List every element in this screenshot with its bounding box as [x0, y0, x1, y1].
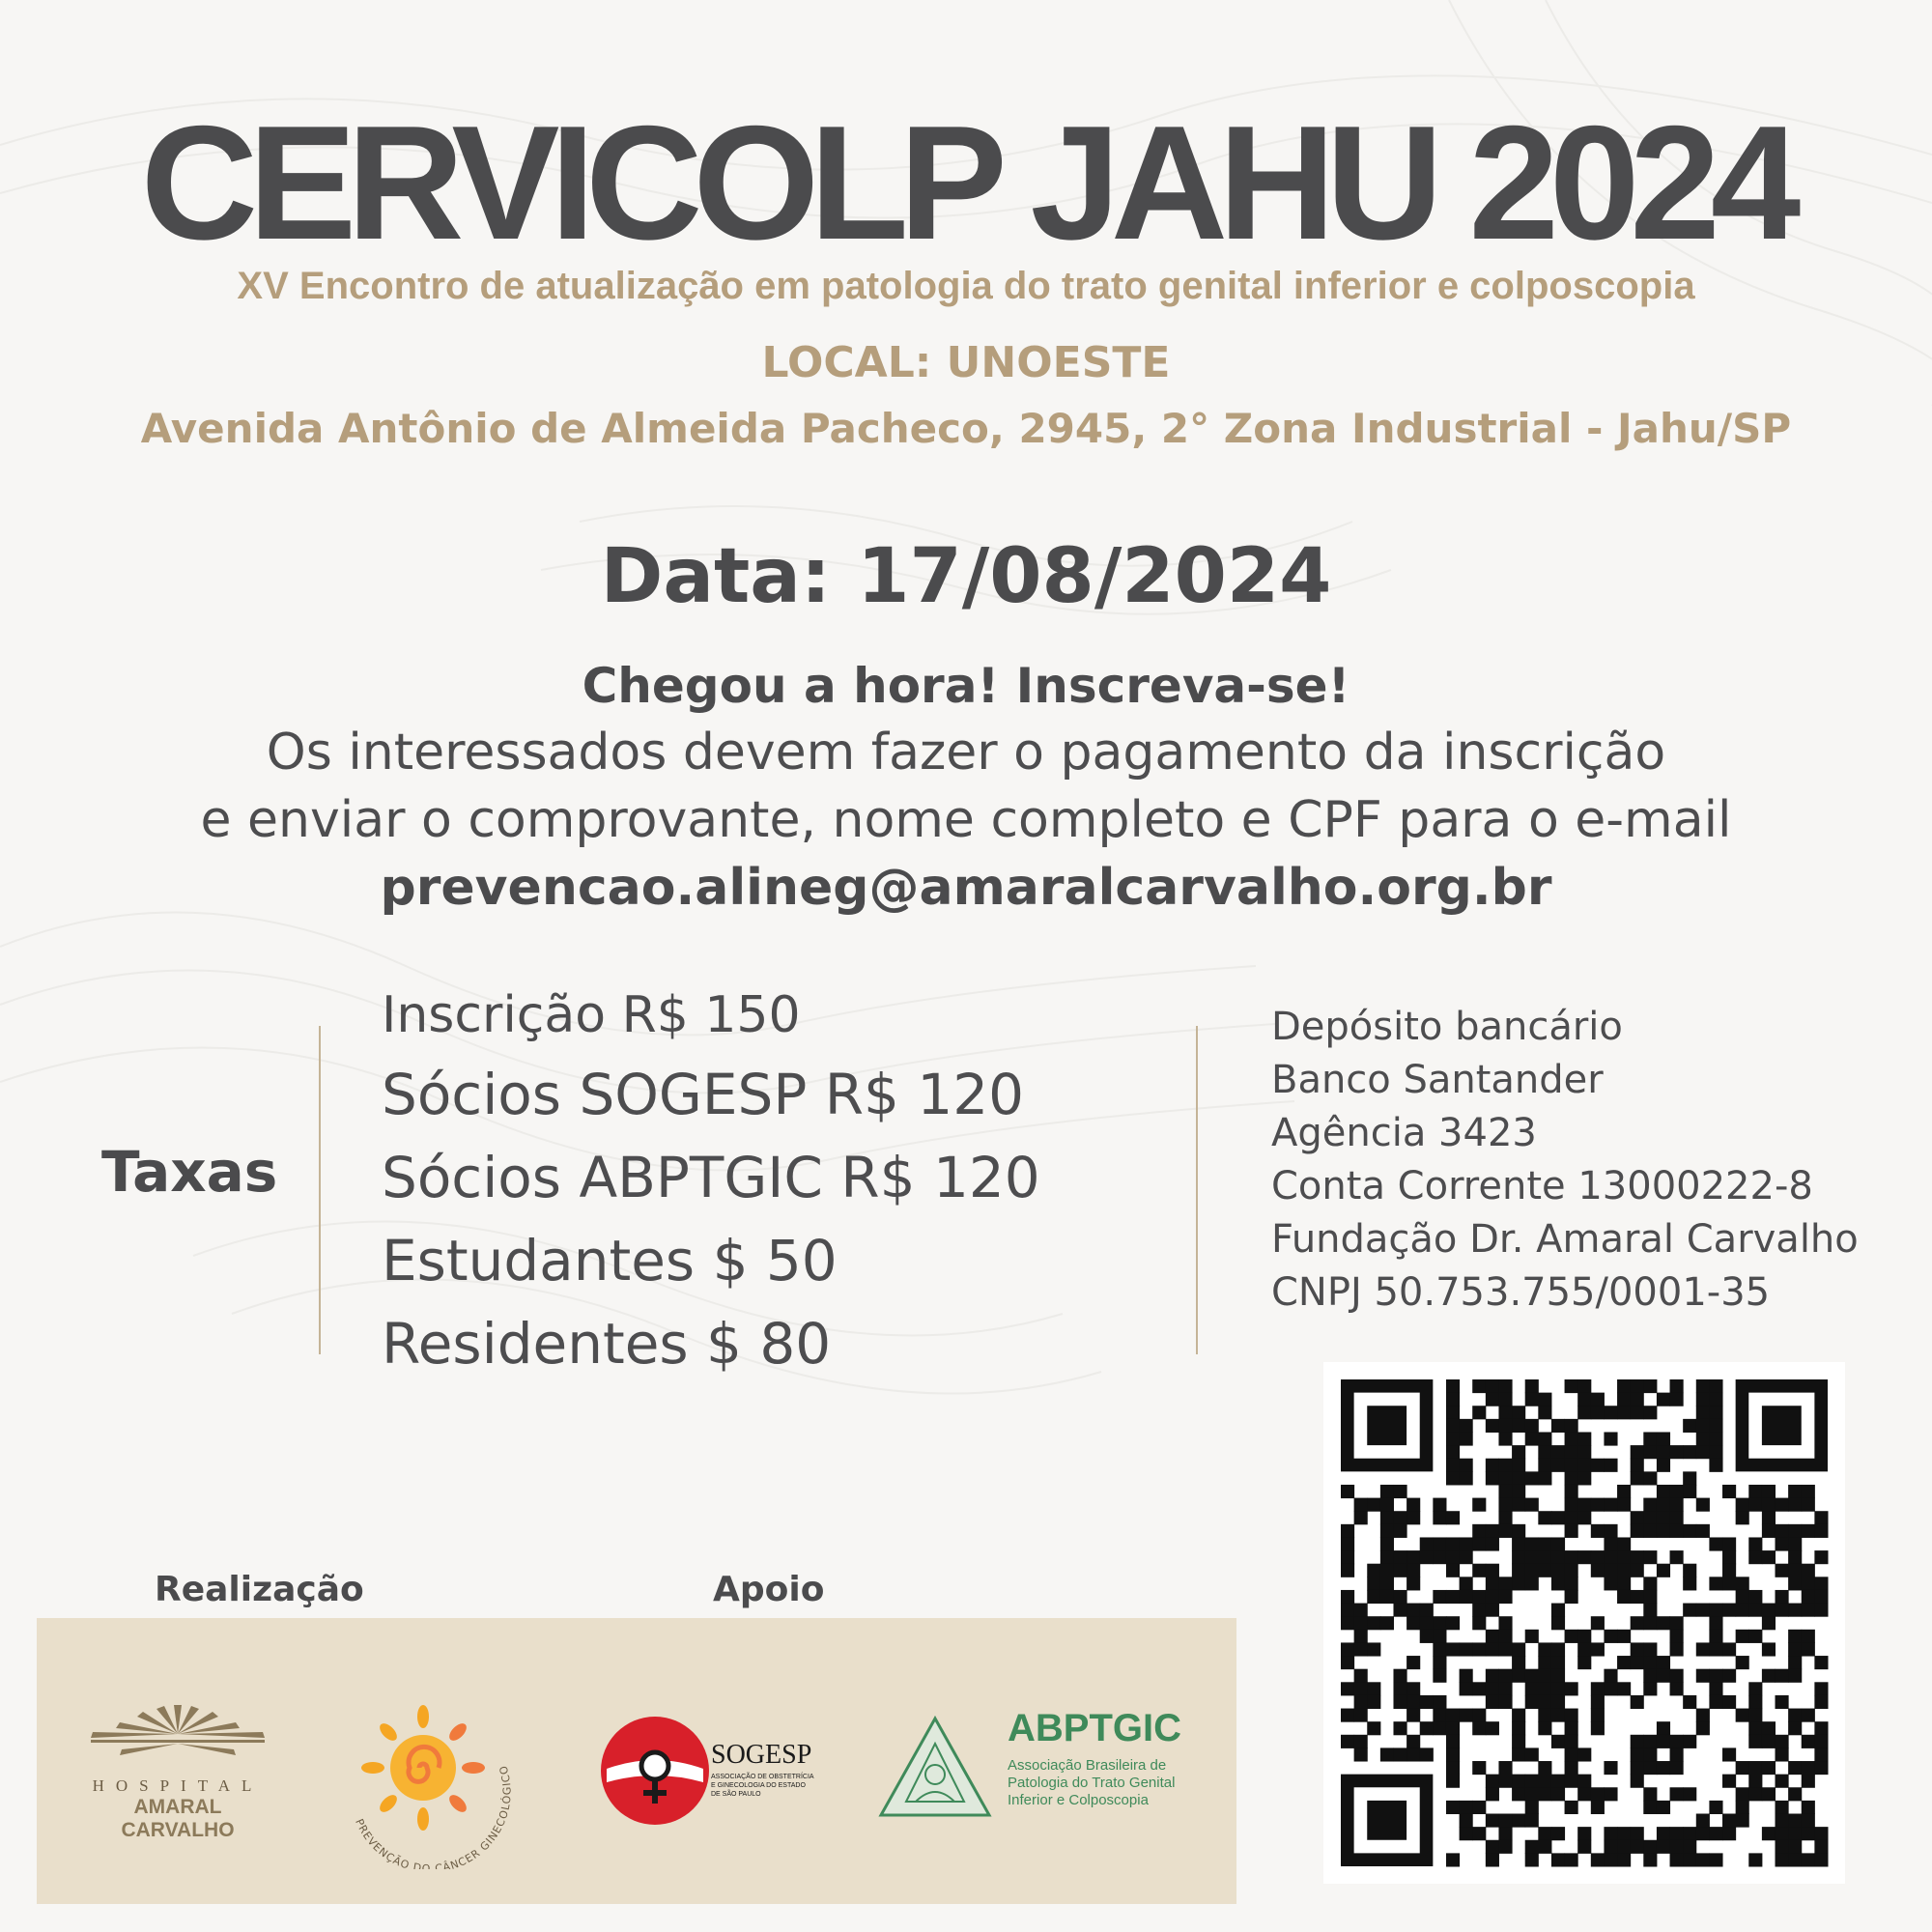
hospital-logo-line2: AMARAL CARVALHO — [121, 1796, 235, 1841]
sogesp-name: SOGESP — [711, 1740, 812, 1770]
abptgic-desc-3: Inferior e Colposcopia — [1008, 1792, 1149, 1808]
prevencao-arc-text: PREVENÇÃO DO CÂNCER GINECOLÓGICO — [353, 1763, 514, 1869]
hospital-amaral-carvalho-logo — [81, 1701, 274, 1846]
bank-line-agencia: Agência 3423 — [1271, 1111, 1537, 1155]
bank-divider — [1196, 1026, 1198, 1354]
sponsor-logo-band — [37, 1618, 1236, 1904]
sogesp-logo — [597, 1713, 887, 1829]
prevencao-cancer-logo — [327, 1676, 529, 1869]
realizacao-label: Realização — [155, 1570, 364, 1609]
abptgic-name: ABPTGIC — [1008, 1707, 1181, 1749]
abptgic-desc-2: Patologia do Trato Genital — [1008, 1775, 1176, 1791]
abptgic-triangle-icon — [877, 1715, 993, 1821]
fees-divider — [319, 1026, 321, 1354]
event-date: Data: 17/08/2024 — [600, 533, 1332, 620]
sun-spiral-icon — [327, 1676, 529, 1869]
contact-email-link[interactable]: prevencao.alineg@amaralcarvalho.org.br — [380, 859, 1552, 917]
event-subtitle: XV Encontro de atualização em patologia do trato genital inferior e colposcopia — [237, 265, 1695, 307]
bank-line-deposito: Depósito bancário — [1271, 1005, 1623, 1049]
instructions-line-2: e enviar o comprovante, nome completo e CPF para o e-mail — [200, 791, 1732, 849]
qr-code-icon — [1323, 1362, 1845, 1884]
bank-line-conta: Conta Corrente 13000222-8 — [1271, 1164, 1813, 1208]
fee-item-sogesp: Sócios SOGESP R$ 120 — [382, 1062, 1025, 1127]
hospital-logo-line1: HOSPITAL — [92, 1776, 264, 1795]
fee-item-residentes: Residentes $ 80 — [382, 1311, 832, 1377]
sogesp-emblem-icon — [597, 1713, 713, 1829]
fee-item-abptgic: Sócios ABPTGIC R$ 120 — [382, 1145, 1040, 1210]
fee-item-estudantes: Estudantes $ 50 — [382, 1228, 838, 1293]
abptgic-desc-1: Associação Brasileira de — [1008, 1757, 1167, 1774]
payment-qr-code[interactable] — [1323, 1362, 1845, 1884]
call-to-action: Chegou a hora! Inscreva-se! — [582, 658, 1350, 714]
sogesp-desc-3: DE SÃO PAULO — [711, 1791, 761, 1798]
fees-label: Taxas — [101, 1139, 278, 1205]
event-location: LOCAL: UNOESTE — [761, 338, 1171, 387]
hospital-rays-icon — [81, 1701, 274, 1769]
event-address: Avenida Antônio de Almeida Pacheco, 2945, 2° Zona Industrial - Jahu/SP — [140, 405, 1792, 452]
sogesp-desc-1: ASSOCIAÇÃO DE OBSTETRÍCIA — [711, 1774, 814, 1780]
bank-line-banco: Banco Santander — [1271, 1058, 1604, 1102]
fee-item-inscricao: Inscrição R$ 150 — [382, 986, 801, 1044]
abptgic-logo — [877, 1695, 1225, 1840]
instructions-line-1: Os interessados devem fazer o pagamento da inscrição — [266, 724, 1666, 781]
bank-line-cnpj: CNPJ 50.753.755/0001-35 — [1271, 1270, 1771, 1315]
event-title: CERVICOLP JAHU 2024 — [140, 92, 1792, 273]
sogesp-desc-2: E GINECOLOGIA DO ESTADO — [711, 1782, 806, 1789]
apoio-label: Apoio — [713, 1570, 825, 1609]
bank-line-fundacao: Fundação Dr. Amaral Carvalho — [1271, 1217, 1859, 1262]
